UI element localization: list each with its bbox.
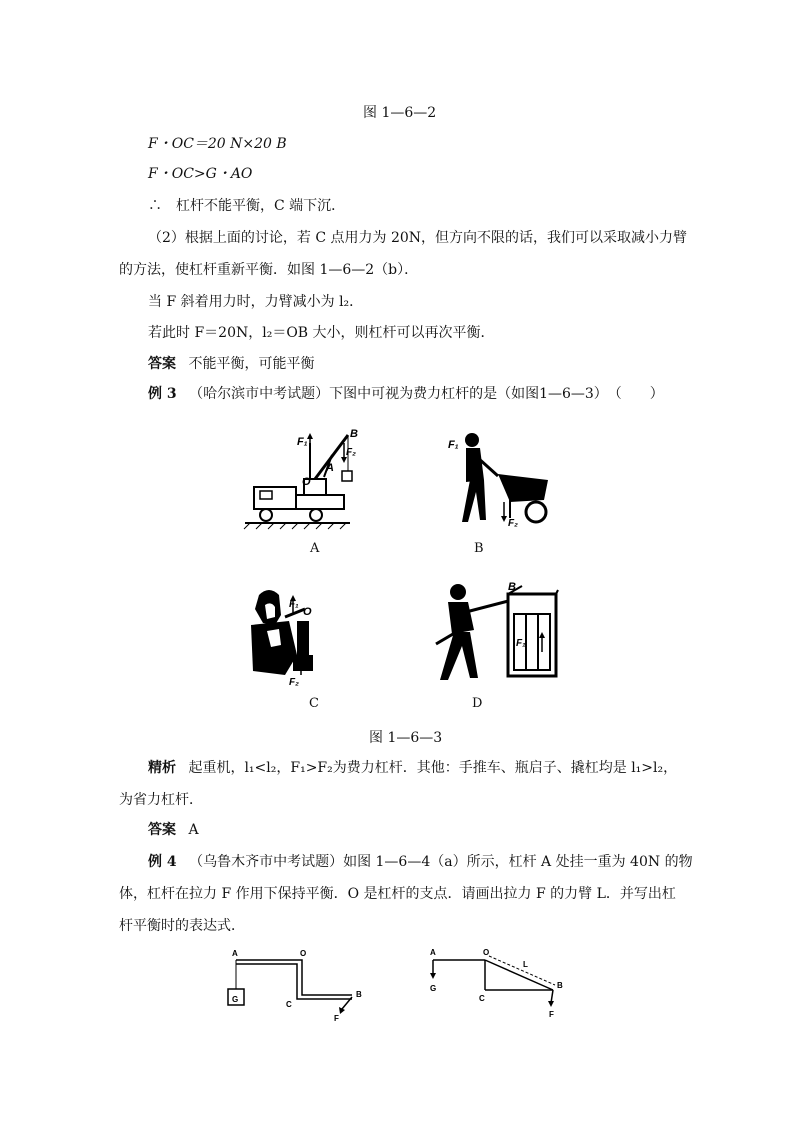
label-c: C: [479, 994, 485, 1003]
example-label: 例 4: [148, 854, 177, 870]
label-g: G: [430, 984, 437, 993]
figure-c-bottle-opener: [245, 585, 335, 690]
figure-d-label: D: [472, 696, 483, 711]
label-f1: F₁: [516, 638, 526, 649]
paragraph-4: 若此时 F＝20N，l₂＝OB 大小，则杠杆可以再次平衡．: [148, 325, 495, 341]
label-o: O: [302, 476, 311, 488]
figure-caption-1-6-2: 图 1—6—2: [363, 105, 437, 121]
equation-1: F・OC＝20 N×20 B: [148, 136, 287, 152]
figure-1-6-4-a: [222, 945, 392, 1025]
example-4-line-2: 体，杠杆在拉力 F 作用下保持平衡．O 是杠杆的支点．请画出拉力 F 的力臂 L．并写出杠: [119, 886, 676, 902]
label-f2: F₂: [289, 677, 299, 688]
example-text: （乌鲁木齐市中考试题）如图 1—6—4（a）所示，杠杆 A 处挂一重为 40N 的物: [189, 854, 693, 870]
figure-d-crowbar: [430, 580, 560, 685]
label-a: A: [232, 949, 238, 958]
answer-2: [148, 820, 199, 840]
label-o: O: [303, 606, 312, 618]
example-4-line-3: 杆平衡时的表达式．: [119, 918, 245, 934]
paragraph-3: 当 F 斜着用力时，力臂减小为 l₂．: [148, 294, 364, 310]
label-f: F: [334, 1014, 339, 1023]
answer-label: 答案: [148, 822, 176, 838]
conclusion-line: ∴ 杠杆不能平衡，C 端下沉．: [148, 198, 346, 214]
label-f: F: [549, 1010, 554, 1019]
label-f2: F₂: [508, 518, 518, 529]
example-3: [148, 384, 664, 404]
example-text: （哈尔滨市中考试题）下图中可视为费力杠杆的是（如图1—6—3） （ ）: [189, 386, 664, 402]
label-o: O: [483, 948, 490, 957]
label-o: O: [300, 949, 307, 958]
answer-1: [148, 354, 314, 374]
analysis-text: 起重机，l₁<l₂，F₁>F₂为费力杠杆．其他：手推车、瓶启子、撬杠均是 l₁>l₂，: [188, 760, 678, 776]
label-b: B: [557, 981, 563, 990]
label-l: L: [523, 960, 528, 969]
answer-label: 答案: [148, 356, 176, 372]
answer-text: A: [188, 822, 199, 838]
paragraph-2-line-2: 的方法，使杠杆重新平衡．如图 1—6—2（b）．: [119, 262, 419, 278]
figure-1-6-4-b: [425, 945, 585, 1025]
figure-a-label: A: [310, 541, 320, 556]
label-g: G: [232, 995, 239, 1004]
example-label: 例 3: [148, 386, 177, 402]
analysis-line-2: 为省力杠杆．: [119, 792, 203, 808]
equation-2: F・OC>G・AO: [148, 166, 253, 182]
example-4-line-1: [148, 852, 693, 872]
label-f1: F₁: [297, 436, 308, 448]
paragraph-2-line-1: （2）根据上面的讨论，若 C 点用力为 20N，但方向不限的话，我们可以采取减小力臂: [148, 230, 688, 246]
label-f2: F₂: [346, 447, 356, 458]
label-f1: F₁: [289, 599, 299, 610]
label-a: A: [430, 948, 436, 957]
label-b: B: [356, 990, 362, 999]
figure-caption-1-6-3: 图 1—6—3: [369, 730, 443, 746]
answer-text: 不能平衡，可能平衡: [188, 356, 315, 372]
label-b: B: [350, 428, 358, 440]
figure-a-crane: [240, 425, 370, 535]
figure-b-wheelbarrow: [440, 430, 560, 530]
figure-c-label: C: [309, 696, 319, 711]
label-b: B: [508, 581, 516, 593]
figure-b-label: B: [474, 541, 484, 556]
label-a: A: [326, 462, 334, 474]
analysis-label: 精析: [148, 760, 176, 776]
analysis: [148, 758, 677, 778]
label-f1: F₁: [448, 439, 459, 451]
label-c: C: [286, 1000, 292, 1009]
